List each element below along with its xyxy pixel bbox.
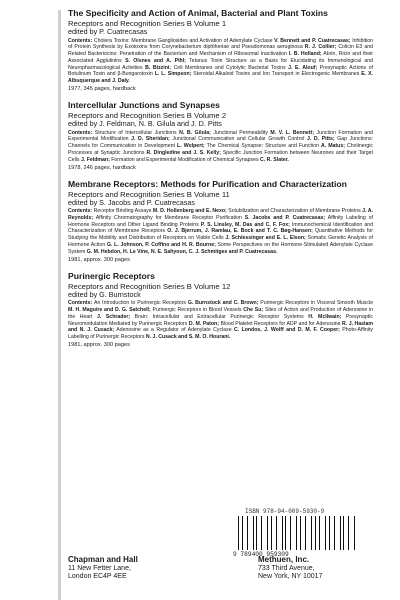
publisher-name: Methuen, Inc. (258, 555, 310, 564)
book-title: Membrane Receptors: Methods for Purification and Characterization (68, 178, 347, 189)
author-names: D. M. Paton; (188, 320, 219, 327)
contents-paragraph (68, 300, 373, 341)
series-label: Receptors and Recognition Series B Volume 12 (68, 281, 231, 291)
author-names: Che Su; (243, 306, 264, 313)
series-label: Receptors and Recognition Series B Volume 11 (68, 189, 230, 199)
chapter-title: An Introduction to Purinergic Receptors (94, 300, 188, 307)
contents-paragraph (68, 38, 373, 86)
publisher-address-line: New York, NY 10017 (258, 573, 323, 581)
publication-details: 1978, 246 pages, hardback (68, 164, 136, 171)
author-names: G. M. Hebdon, H. Le Vine, N. E. Sahyoun, C. J. Schmitges and P. Cuatrecasas. (86, 248, 278, 255)
author-names: R. Dingledine and J. S. Kelly; (146, 149, 221, 156)
book-entry (68, 100, 373, 171)
editors-line: edited by S. Jacobs and P. Cuatrecasas (68, 197, 195, 207)
barcode-bar (334, 516, 335, 550)
author-names: Contents: (68, 300, 95, 307)
publisher-chapman-hall (68, 556, 138, 582)
publisher-methuen (258, 556, 322, 582)
editors-line: edited by J. Feldman, N. B. Gilula and J. D. Pitts (68, 119, 222, 129)
chapter-title: Immunochemical Identification and Characterization of Membrane Receptors (68, 221, 374, 235)
chapter-title: Some Perspectives on the Hormone-Stimulated Adenylate Cyclase System (68, 242, 373, 255)
barcode-bar (296, 516, 297, 550)
author-names: C. R. Slater. (260, 156, 289, 163)
author-names: S. Jacobs and P. Cuatrecasas; (244, 214, 326, 221)
publication-details: 1981, approx. 300 pages (68, 256, 130, 263)
chapter-title: Photo-Affinity Labelling of Purinergic Receptors (68, 327, 374, 341)
chapter-title: Sites of Action and Production of Adenosine in the Heart (68, 306, 374, 320)
barcode-bar (312, 516, 313, 550)
author-names: R. J. Haslam and N. J. Cusack; (68, 320, 373, 334)
isbn-label: ISBN 978-94-009-5930-9 (245, 508, 325, 515)
barcode-bar (285, 516, 286, 550)
author-names: M. H. Maguire and D. G. Satchell; (68, 306, 151, 313)
publisher-address-line: 733 Third Avenue, (258, 564, 315, 572)
chapter-title: Cell Membranes and Cytolytic Bacterial Toxins (171, 64, 289, 71)
author-names: I. B. Holland; (288, 51, 322, 58)
author-names: Contents: (68, 208, 94, 215)
author-names: A. Matus; (320, 143, 345, 150)
barcode-bar (303, 516, 304, 550)
chapter-title: Specific Junction Formation between Neurones and their Target Cells (68, 149, 373, 163)
contents-paragraph (68, 208, 373, 256)
author-names: S. Olsnes and A. Pihl; (125, 57, 186, 64)
author-names: J. D. Pitts; (306, 136, 335, 143)
chapter-title: Cholinergic Processes at Synaptic Junctions (68, 143, 373, 156)
barcode-bar (289, 516, 290, 550)
chapter-title: Purinergic Receptors in Blood Vessels (150, 306, 244, 313)
barcode-bar (305, 516, 306, 550)
chapter-title: Purinergic Receptors in Visceral Smooth Muscle (258, 300, 374, 307)
author-names: R. J. Collier; (304, 44, 337, 51)
publisher-address-line: 11 New Fetter Lane, (68, 564, 131, 572)
author-names: L. L. Simpson; (154, 71, 192, 78)
book-entry (68, 8, 373, 93)
barcode-bar (238, 516, 239, 550)
book-title: Purinergic Receptors (68, 270, 155, 281)
author-names: C. Londos, J. Wolff and D. M. F. Cooper; (233, 327, 340, 334)
book-entry (68, 271, 373, 349)
publication-details: 1977, 345 pages, hardback (68, 86, 136, 93)
publisher-name: Chapman and Hall (68, 555, 138, 564)
editors-line: edited by P. Cuatrecasas (68, 27, 148, 36)
author-names: Contents: (68, 129, 95, 136)
barcode-bar (332, 516, 333, 550)
author-names: V. Bennett and P. Cuatrecasas; (274, 37, 351, 44)
author-names: O. J. Bjerrum, J. Ramlau, E. Bock and T. C. Bøg-Hansen; (167, 228, 313, 235)
chapter-title: Abrin, Ricin and their Associated Agglutinins (68, 51, 374, 64)
barcode-bar (245, 516, 246, 550)
barcode-bar (249, 516, 250, 550)
chapter-title: Junctional Permeability (210, 129, 271, 136)
barcode-bar (319, 516, 320, 550)
barcode-bar (267, 516, 268, 550)
author-names: N. B. Gilula; (179, 129, 211, 136)
publisher-address-line: London EC4P 4EE (68, 573, 127, 581)
chapter-title: Solubilization and Characterization of Membrane Proteins (226, 208, 363, 215)
chapter-title: The Chemical Synapse: Structure and Function (204, 143, 321, 150)
author-names: J. Feldman; (80, 156, 110, 163)
barcode-bar (278, 516, 279, 550)
barcode-image (238, 516, 358, 550)
barcode-bar (341, 516, 342, 550)
chapter-title: Affinity Chromatography for Membrane Receptor Purification (93, 214, 245, 221)
barcode-bar (348, 516, 349, 550)
series-label: Receptors and Recognition Series B Volume 2 (68, 111, 227, 121)
chapter-title: Affinity Labeling of Hormone Receptors and Other Ligand Binding Proteins (68, 214, 373, 228)
chapter-title: Somatic Genetic Analysis of Hormone Action (68, 235, 373, 249)
author-names: M. V. L. Bennett; (270, 129, 314, 136)
chapter-title: Structure of Intercellular Junctions (94, 129, 180, 136)
chapter-title: Adenosine as a Regulator of Adenylate Cyclase (114, 327, 234, 334)
barcode-bar (271, 516, 272, 550)
chapter-title: Blood Platelet Receptors for ADP and for Adenosine (218, 320, 343, 327)
author-names: B. Bizzini; (145, 64, 172, 71)
chapter-title: Junctional Communication and Cellular Growth Control (169, 136, 307, 143)
author-names: Contents: (68, 37, 94, 44)
barcode-bar (256, 516, 257, 550)
author-names: G. Burnstock and C. Brown; (187, 300, 259, 307)
book-entry (68, 179, 373, 264)
author-names: N. J. Cusack and S. M. O. Hourani. (145, 334, 231, 341)
author-names: J. D. Sheridan; (131, 136, 170, 143)
author-names: H. McIlwain; (308, 313, 342, 320)
editors-line: edited by G. Burnstock (68, 289, 141, 299)
author-names: J. Schrader; (96, 313, 131, 320)
series-label: Receptors and Recognition Series B Volume 1 (68, 19, 227, 28)
chapter-title: Presynaptic Actions of Botulinum Toxin and β-Bungarotoxin (68, 64, 373, 78)
chapter-title: Receptor Binding Assays (93, 208, 153, 215)
chapter-title: Cholera Toxins: Membrane Gangliosides and Activation of Adenylate Cyclase (93, 37, 275, 44)
barcode-bar (354, 516, 355, 550)
publication-details: 1981, approx. 300 pages (68, 341, 130, 348)
book-title: Intercellular Junctions and Synapses (68, 100, 220, 111)
book-list (68, 8, 373, 356)
chapter-title: Colicin E3 and Related Bacteriocins: Penetration of the Bacterium and Mechanism of Ribosomal Inactivation (68, 44, 373, 58)
chapter-title: Gap Junctions: Channels for Communication in Development (68, 136, 373, 150)
barcode-number: 9 789400 959309 (233, 551, 289, 558)
barcode-bar (325, 516, 326, 550)
author-names: E. X. Albuquerque and J. Daly. (68, 71, 373, 85)
chapter-title: Inhibition of Protein Synthesis by Exotoxins from Corynebacterium diphtheriae and Pseudomonas aeruginosa (68, 37, 373, 51)
author-names: G. L. Johnson, P. Coffino and H. R. Bourne; (106, 242, 216, 249)
author-names: L. Wolpert; (177, 143, 205, 150)
author-names: J. A. Reynolds; (68, 208, 373, 221)
author-names: J. Schlessinger and E. L. Elson; (225, 235, 306, 242)
chapter-title: Formation and Experimental Modification of Chemical Synapses (109, 156, 261, 163)
chapter-title: Junction Formation and Experimental Modification (68, 129, 373, 143)
book-title: The Specificity and Action of Animal, Bacterial and Plant Toxins (68, 8, 328, 18)
barcode-bar (260, 516, 261, 550)
chapter-title: Steroidal Alkaloid Toxins and Ion Transport in Electrogenic Membranes (191, 71, 362, 78)
chapter-title: Presynaptic Neuromodulation Mediated by Purinergic Receptors (68, 313, 373, 327)
contents-paragraph (68, 130, 373, 164)
chapter-title: Quantitative Methods for Studying the Mobility and Distribution of Receptors on Viable Cells (68, 228, 373, 242)
chapter-title: Tetanus Toxin Structure as a Basis for Elucidating its Immunological and Neuropharmacological Activities (68, 57, 373, 71)
author-names: M. D. Hollenberg and E. Nexo; (152, 208, 227, 215)
author-names: P. S. Linsley, M. Das and C. F. Fox; (200, 221, 290, 228)
author-names: J. E. Alouf; (288, 64, 318, 71)
chapter-title: Brain: Intracellular and Extracellular Purinergic Receptor Systems (130, 313, 309, 320)
